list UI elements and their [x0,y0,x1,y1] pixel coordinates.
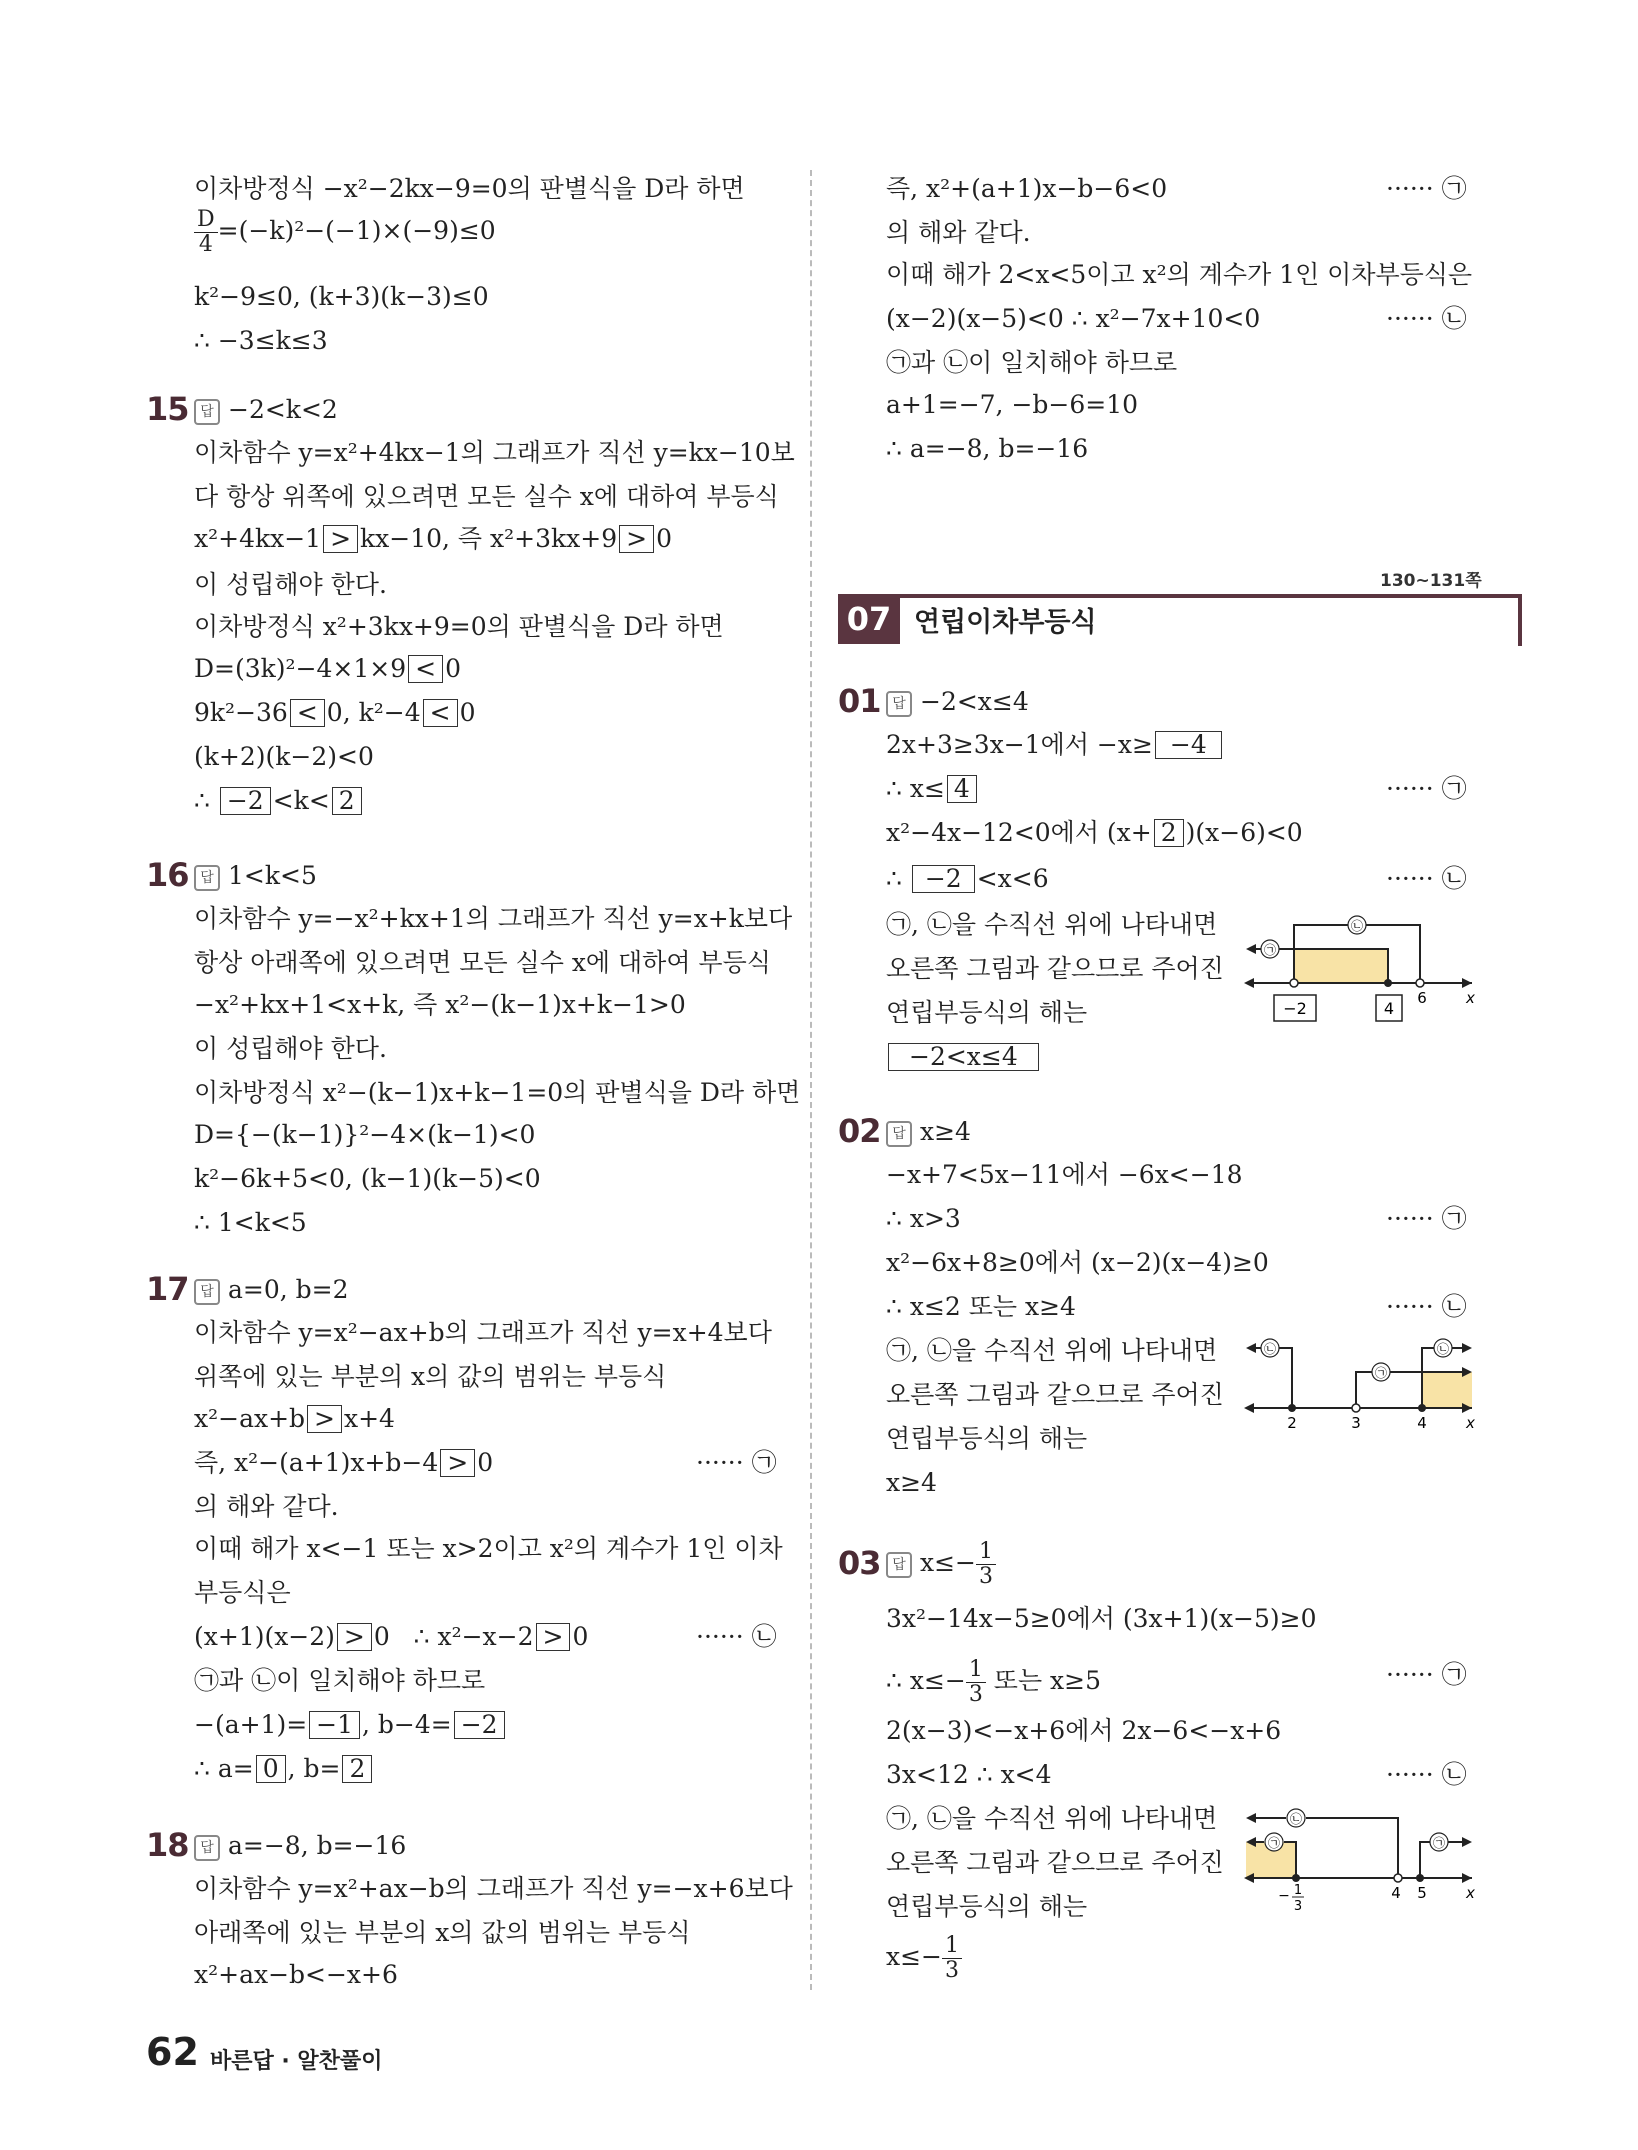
range-label: ㉡ [1289,1812,1303,1826]
problem-number: 01 [838,682,881,720]
solution-highlight [1422,1372,1472,1408]
text-line: x²+ax−b<−x+6 [194,1960,398,1989]
text-line: 항상 아래쪽에 있으려면 모든 실수 x에 대하여 부등식 [194,948,771,977]
text-line: D={−(k−1)}²−4×(k−1)<0 [194,1120,536,1149]
equation-marker: ······ ㉡ [1386,1292,1467,1321]
arrow-icon [1462,978,1472,988]
tick-label: 4 [1391,1884,1401,1902]
open-point [1290,979,1298,987]
blank-box: −4 [1155,731,1222,759]
text-line: −x+7<5x−11에서 −6x<−18 [886,1160,1243,1189]
fraction: $\frac{1}{3}$ [966,1658,986,1707]
page-number: 62 [146,2030,199,2074]
blank-box: 2 [1154,819,1184,847]
blank-box: > [536,1623,571,1651]
text-line: 즉, x²+(a+1)x−b−6<0 [886,174,1168,203]
text-line: (x+1)(x−2) > 0 ∴ x²−x−2 > 0 [194,1622,589,1651]
problem-number: 16 [146,856,189,894]
number-line-figure-1 [1240,905,1480,1025]
text-line: 오른쪽 그림과 같으므로 주어진 [886,954,1224,983]
blank-box: −2 [912,865,975,893]
equation-marker: ······ ㉡ [1386,304,1467,333]
text-line: ∴ x≤ 4 [886,772,979,806]
open-point [1352,1404,1360,1412]
blank-box: −1 [309,1711,360,1739]
tick-label: 1 [1293,1883,1303,1898]
range-label: ㉠ [1432,1836,1446,1850]
arrow-icon [1246,1343,1256,1353]
page-range-label: 130~131쪽 [1380,571,1482,591]
blank-box: 2 [332,787,362,815]
text-line: ㉠과 ㉡이 일치해야 하므로 [194,1666,486,1695]
blank-box: −2 [220,787,271,815]
answer-line: 답 a=−8, b=−16 [194,1829,406,1863]
blank-box: 4 [947,775,977,803]
closed-point [1416,1874,1424,1882]
tick-label: 6 [1417,989,1427,1007]
answer-badge: 답 [886,1121,912,1147]
text-line [886,1040,1041,1074]
text-line: 이때 해가 x<−1 또는 x>2이고 x²의 계수가 1인 이차 [194,1534,783,1563]
text-line: 아래쪽에 있는 부분의 x의 값의 범위는 부등식 [194,1918,691,1947]
footer-title: 바른답 · 알찬풀이 [210,2049,383,2074]
text-line: ∴ x≤2 또는 x≥4 [886,1292,1076,1321]
text-line: 위쪽에 있는 부분의 x의 값의 범위는 부등식 [194,1362,667,1391]
arrow-icon [1246,1813,1256,1823]
range-label: ㉡ [1263,1342,1277,1356]
column-divider [810,170,812,1990]
equation-marker: ······ ㉠ [1386,1204,1467,1233]
equation-marker: ······ ㉠ [696,1448,777,1477]
text-line: 오른쪽 그림과 같으므로 주어진 [886,1848,1224,1877]
text-line: 2(x−3)<−x+6에서 2x−6<−x+6 [886,1716,1282,1745]
section-rule [900,594,1520,598]
blank-box: < [423,699,458,727]
answer-badge: 답 [886,1552,912,1578]
text-line: 2x+3≥3x−1에서 −x≥ −4 [886,728,1224,762]
blank-box: > [619,525,654,553]
svg-text:−: − [1278,1888,1290,1904]
text-line: 이차함수 y=x²+4kx−1의 그래프가 직선 y=kx−10보 [194,438,795,467]
answer-line: 답 −2<k<2 [194,393,338,427]
text-line: ∴ 1<k<5 [194,1208,307,1237]
blank-box: > [337,1623,372,1651]
blank-box: −2<x≤4 [888,1043,1039,1071]
answer-line: 답 x≤− $\frac{1}{3}$ [886,1540,996,1589]
axis-label: x [1466,1414,1475,1430]
arrow-icon [1462,1343,1472,1353]
tick-label: 5 [1417,1884,1427,1902]
equation-marker: ······ ㉠ [1386,774,1467,803]
text-line: 이차함수 y=x²−ax+b의 그래프가 직선 y=x+4보다 [194,1318,772,1347]
arrow-icon [1244,1403,1254,1413]
closed-point [1418,1404,1426,1412]
text-line: 연립부등식의 해는 [886,1424,1088,1453]
open-point [1416,979,1424,987]
text-line: (k+2)(k−2)<0 [194,742,374,771]
section-number: 07 [838,594,900,644]
text-line: ∴ −2 <x<6 [886,864,1049,893]
text-line: ∴ a= 0 , b= 2 [194,1752,374,1786]
text-line: ㉠, ㉡을 수직선 위에 나타내면 [886,1336,1218,1365]
arrow-icon [1244,978,1254,988]
blank-box: 2 [342,1755,372,1783]
blank-box: > [440,1449,475,1477]
problem-number: 02 [838,1112,881,1150]
section-rule [1518,594,1522,646]
text-line: k²−9≤0, (k+3)(k−3)≤0 [194,282,489,311]
text-line: x²+4kx−1 > kx−10, 즉 x²+3kx+9 > 0 [194,524,672,553]
blank-box: < [290,699,325,727]
text-line: x²−ax+b > x+4 [194,1404,395,1433]
blank-box: > [323,525,358,553]
blank-box: −2 [454,1711,505,1739]
text-line: x²−6x+8≥0에서 (x−2)(x−4)≥0 [886,1248,1269,1277]
arrow-icon [1462,1873,1472,1883]
text-line: ㉠, ㉡을 수직선 위에 나타내면 [886,1804,1218,1833]
section-header [838,594,1468,644]
text-line: 의 해와 같다. [194,1492,339,1521]
text-line: ∴ −3≤k≤3 [194,326,328,355]
fraction: $\frac{1}{3}$ [976,1540,996,1589]
fraction: $\frac{D}{4}$ [194,208,218,257]
blank-box: > [307,1405,342,1433]
answer-line: 답 1<k<5 [194,859,317,893]
text-line: 이차방정식 −x²−2kx−9=0의 판별식을 D라 하면 [194,174,745,203]
blank-box: 0 [256,1755,286,1783]
answer-badge: 답 [194,1279,220,1305]
text-line: ∴ a=−8, b=−16 [886,434,1089,463]
answer-badge: 답 [886,691,912,717]
range-label: ㉠ [1267,1836,1281,1850]
answer-line: 답 x≥4 [886,1115,971,1149]
text-line: ㉠, ㉡을 수직선 위에 나타내면 [886,910,1218,939]
text-line: −(a+1)= −1 , b−4= −2 [194,1708,507,1742]
problem-number: 03 [838,1544,881,1582]
tick-label: 2 [1287,1414,1297,1430]
text-line: x²−4x−12<0에서 (x+ 2 )(x−6)<0 [886,818,1303,847]
text-line: 오른쪽 그림과 같으므로 주어진 [886,1380,1224,1409]
range-label: ㉠ [1263,943,1277,957]
open-point [1394,1874,1402,1882]
tick-label: 3 [1293,1899,1303,1914]
text-line: 이 성립해야 한다. [194,570,387,599]
equation-marker: ······ ㉡ [1386,1760,1467,1789]
answer-line: 답 −2<x≤4 [886,685,1029,719]
text-line: ㉠과 ㉡이 일치해야 하므로 [886,348,1178,377]
arrow-icon [1246,944,1256,954]
fraction: $\frac{1}{3}$ [942,1934,962,1983]
text-line: 연립부등식의 해는 [886,1892,1088,1921]
text-line: 연립부등식의 해는 [886,998,1088,1027]
text-line: 이차방정식 x²+3kx+9=0의 판별식을 D라 하면 [194,612,724,641]
text-line: ∴ x>3 [886,1204,961,1233]
text-line: 즉, x²−(a+1)x+b−4 > 0 [194,1448,494,1477]
tick-label: 4 [1417,1414,1427,1430]
equation-marker: ······ ㉠ [1386,1660,1467,1689]
blank-box: < [408,655,443,683]
problem-number: 17 [146,1270,189,1308]
tick-label: 3 [1351,1414,1361,1430]
text-line: 의 해와 같다. [886,218,1031,247]
closed-point [1292,1874,1300,1882]
problem-number: 18 [146,1826,189,1864]
text-line: 3x<12 ∴ x<4 [886,1760,1052,1789]
text-line: 이때 해가 2<x<5이고 x²의 계수가 1인 이차부등식은 [886,260,1473,289]
text-line: $\frac{D}{4}$ =(−k)²−(−1)×(−9)≤0 [194,208,496,257]
equation-marker: ······ ㉠ [1386,174,1467,203]
closed-point [1384,979,1392,987]
text-line: k²−6k+5<0, (k−1)(k−5)<0 [194,1164,541,1193]
arrow-icon [1462,1837,1472,1847]
range-label: ㉡ [1350,919,1364,933]
section-title: 연립이차부등식 [914,607,1097,638]
closed-point [1288,1404,1296,1412]
text-line: 부등식은 [194,1578,291,1607]
text-line: 다 항상 위쪽에 있으려면 모든 실수 x에 대하여 부등식 [194,482,779,511]
text-line: 이차함수 y=−x²+kx+1의 그래프가 직선 y=x+k보다 [194,904,793,933]
text-line: 이차함수 y=x²+ax−b의 그래프가 직선 y=−x+6보다 [194,1874,793,1903]
text-line: 이차방정식 x²−(k−1)x+k−1=0의 판별식을 D라 하면 [194,1078,801,1107]
text-line: ∴ x≤− $\frac{1}{3}$ 또는 x≥5 [886,1657,1102,1707]
text-line: a+1=−7, −b−6=10 [886,390,1139,419]
answer-badge: 답 [194,399,220,425]
axis-label: x [1466,1884,1475,1902]
tick-label: −2 [1283,999,1307,1018]
text-line: (x−2)(x−5)<0 ∴ x²−7x+10<0 [886,304,1261,333]
tick-label: 4 [1383,999,1395,1018]
text-line: x≤− $\frac{1}{3}$ [886,1934,962,1983]
range-label: ㉡ [1436,1342,1450,1356]
text-line: 3x²−14x−5≥0에서 (3x+1)(x−5)≥0 [886,1604,1317,1633]
axis-label: x [1466,989,1475,1007]
equation-marker: ······ ㉡ [1386,864,1467,893]
text-line: 이 성립해야 한다. [194,1034,387,1063]
equation-marker: ······ ㉡ [696,1622,777,1651]
number-line-figure-3 [1240,1800,1480,1920]
text-line: D=(3k)²−4×1×9 < 0 [194,654,461,683]
problem-number: 15 [146,390,189,428]
range-label: ㉠ [1374,1366,1388,1380]
answer-line: 답 a=0, b=2 [194,1273,349,1307]
text-line: 9k²−36 < 0, k²−4 < 0 [194,698,476,727]
answer-badge: 답 [194,1835,220,1861]
text-line: −x²+kx+1<x+k, 즉 x²−(k−1)x+k−1>0 [194,990,686,1019]
text-line: x≥4 [886,1468,937,1497]
text-line: ∴ −2 <k< 2 [194,784,364,818]
answer-badge: 답 [194,865,220,891]
solution-highlight [1294,949,1388,983]
number-line-figure-2 [1240,1330,1480,1430]
